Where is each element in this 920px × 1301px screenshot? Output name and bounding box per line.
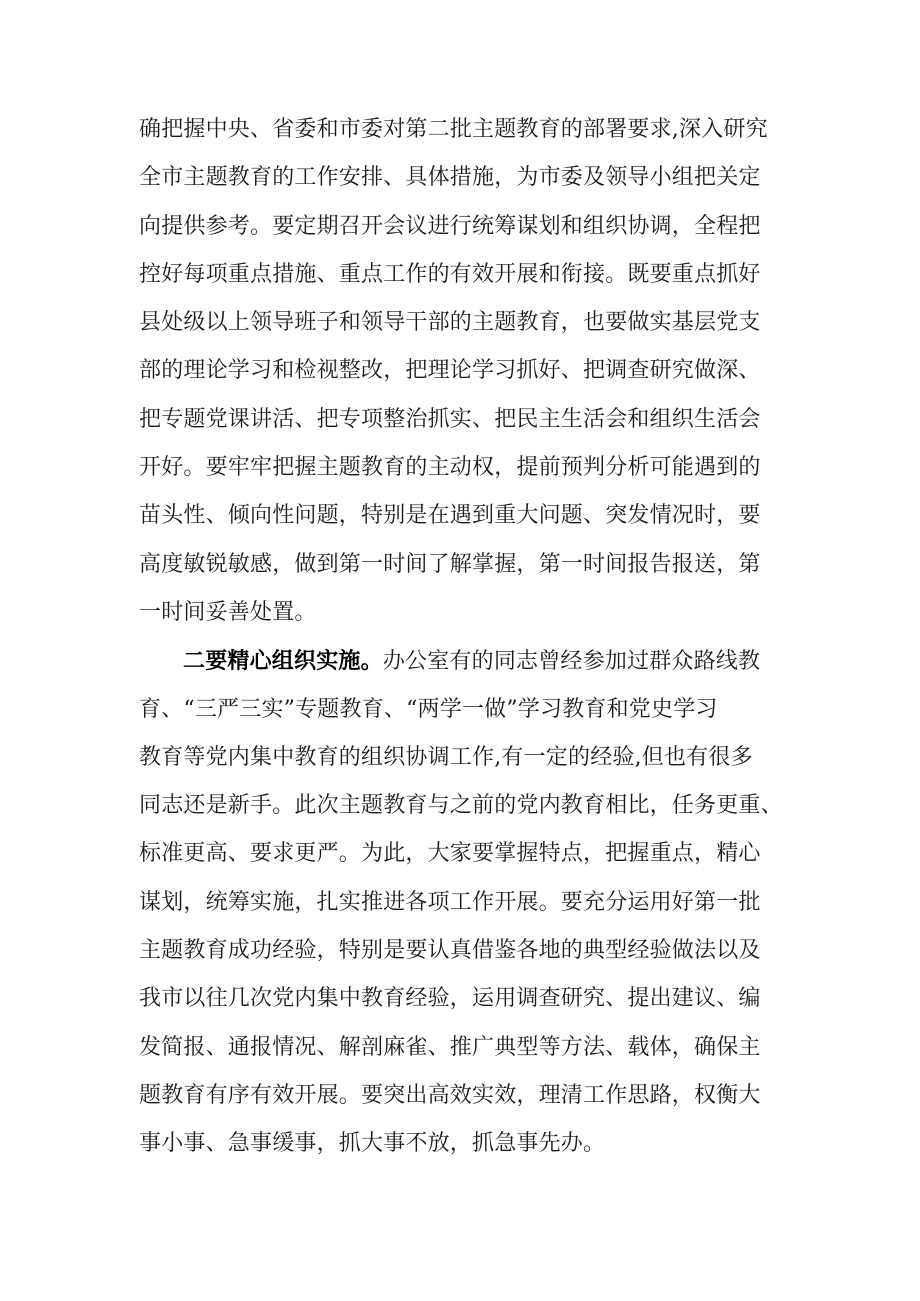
paragraph-lead-heading: 二要精心组织实施。: [183, 648, 383, 675]
paragraph-1: [139, 106, 799, 637]
text-line: 县处级以上领导班子和领导干部的主题教育，也要做实基层党支: [139, 310, 761, 336]
text-line: 教育等党内集中教育的组织协调工作,有一定的经验,但也有很多: [139, 744, 753, 770]
paragraph-first-line: [139, 637, 799, 685]
text-line: 向提供参考。要定期召开会议进行统筹谋划和组织协调，全程把: [139, 213, 761, 239]
paragraph-first-line-text: 办公室有的同志曾经参加过群众路线教: [382, 649, 761, 675]
text-line: 主题教育成功经验，特别是要认真借鉴各地的典型经验做法以及: [139, 938, 761, 964]
text-line: 确把握中央、省委和市委对第二批主题教育的部署要求,深入研究: [139, 117, 768, 142]
text-line: 发简报、通报情况、解剖麻雀、推广典型等方法、载体，确保主: [139, 1034, 761, 1060]
document-body: [139, 106, 799, 1169]
text-line: 全市主题教育的工作安排、具体措施，为市委及领导小组把关定: [139, 165, 761, 191]
text-line: 育、“三严三实”专题教育、“两学一做”学习教育和党史学习: [139, 696, 718, 722]
text-line: 苗头性、倾向性问题，特别是在遇到重大问题、突发情况时，要: [139, 503, 761, 529]
paragraph-2: [139, 637, 799, 1168]
text-line: 一时间妥善处置。: [139, 599, 317, 625]
text-line: 题教育有序有效开展。要突出高效实效，理清工作思路，权衡大: [139, 1082, 761, 1108]
text-line: 开好。要牢牢把握主题教育的主动权，提前预判分析可能遇到的: [139, 455, 761, 481]
text-line: 部的理论学习和检视整改，把理论学习抓好、把调查研究做深、: [139, 358, 761, 384]
text-line: 谋划，统筹实施，扎实推进各项工作开展。要充分运用好第一批: [139, 889, 761, 915]
text-line: 控好每项重点措施、重点工作的有效开展和衔接。既要重点抓好: [139, 261, 761, 287]
text-line: 标准更高、要求更严。为此，大家要掌握特点，把握重点，精心: [139, 841, 761, 867]
text-line: 把专题党课讲活、把专项整治抓实、把民主生活会和组织生活会: [139, 406, 761, 432]
text-line: 同志还是新手。此次主题教育与之前的党内教育相比，任务更重、: [139, 793, 783, 819]
text-line: 事小事、急事缓事，抓大事不放，抓急事先办。: [139, 1131, 606, 1157]
text-line: 我市以往几次党内集中教育经验，运用调查研究、提出建议、编: [139, 986, 761, 1012]
text-line: 高度敏锐敏感，做到第一时间了解掌握，第一时间报告报送，第: [139, 551, 761, 577]
